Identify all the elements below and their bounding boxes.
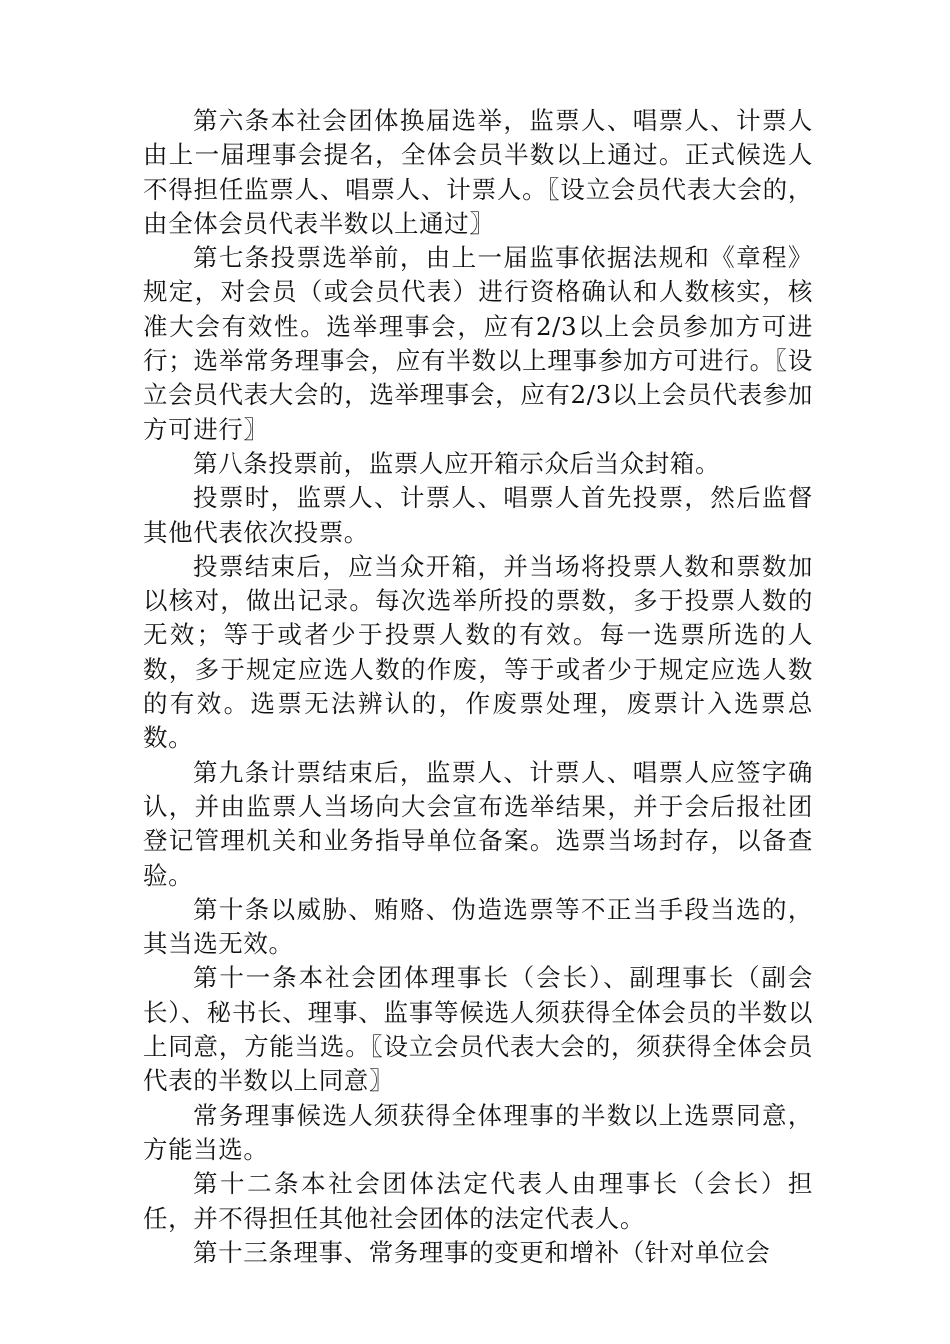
article-9-paragraph: 第九条计票结束后，监票人、计票人、唱票人应签字确认，并由监票人当场向大会宣布选举结果，并于会后报社团登记管理机关和业务指导单位备案。选票当场封存，以备查验。 [143, 757, 813, 890]
article-8-paragraph: 第八条投票前，监票人应开箱示众后当众封箱。 [193, 448, 721, 478]
standing-director-paragraph: 常务理事候选人须获得全体理事的半数以上选票同意，方能当选。 [143, 1100, 813, 1164]
vote-counting-paragraph: 投票结束后，应当众开箱，并当场将投票人数和票数加以核对，做出记录。每次选举所投的票数，多于投票人数的无效；等于或者少于投票人数的有效。每一选票所选的人数，多于规定应选人数的作废，等于或者少于规定应选人数的有效。选票无法辨认的，作废票处理，废票计入选票总数。 [143, 551, 813, 753]
article-6-paragraph: 第六条本社会团体换届选举，监票人、唱票人、计票人由上一届理事会提名，全体会员半数以上通过。正式候选人不得担任监票人、唱票人、计票人。〖设立会员代表大会的，由全体会员代表半数以上通过〗 [143, 106, 813, 238]
article-11-paragraph: 第十一条本社会团体理事长（会长）、副理事长（副会长）、秘书长、理事、监事等候选人须获得全体会员的半数以上同意，方能当选。〖设立会员代表大会的，须获得全体会员代表的半数以上同意〗 [143, 963, 813, 1096]
article-13-paragraph: 第十三条理事、常务理事的变更和增补（针对单位会 [193, 1237, 771, 1267]
voting-order-paragraph: 投票时，监票人、计票人、唱票人首先投票，然后监督其他代表依次投票。 [143, 483, 813, 547]
document-page [143, 104, 813, 1270]
article-12-paragraph: 第十二条本社会团体法定代表人由理事长（会长）担任，并不得担任其他社会团体的法定代表人。 [143, 1169, 813, 1233]
article-10-paragraph: 第十条以威胁、贿赂、伪造选票等不正当手段当选的，其当选无效。 [143, 894, 813, 959]
article-7-paragraph: 第七条投票选举前，由上一届监事依据法规和《章程》规定，对会员（或会员代表）进行资格确认和人数核实，核准大会有效性。选举理事会，应有2/3以上会员参加方可进行；选举常务理事会，应有半数以上理事参加方可进行。〖设立会员代表大会的，选举理事会，应有2/3以上会员代表参加方可进行〗 [143, 243, 813, 444]
